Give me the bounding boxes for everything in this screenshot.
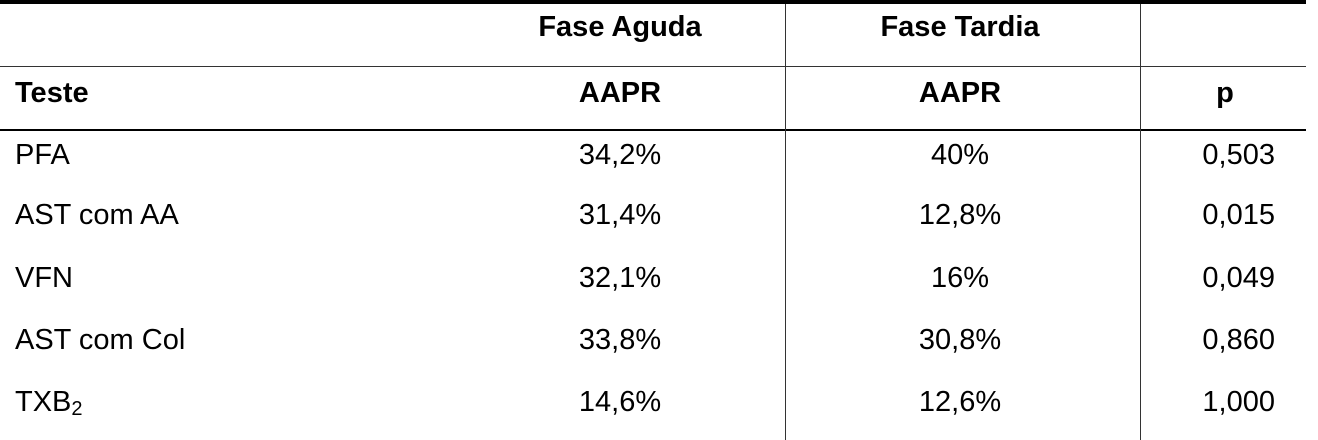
column-header-teste: Teste (15, 77, 89, 109)
cell-aguda: 34,2% (578, 139, 662, 171)
cell-tardia: 12,6% (918, 386, 1002, 418)
cell-tardia: 40% (930, 139, 990, 171)
cell-p: 0,015 (1202, 199, 1275, 231)
cell-aguda: 31,4% (578, 199, 662, 231)
column-divider-2 (1140, 4, 1141, 440)
cell-teste-text: TXB (15, 386, 72, 418)
cell-aguda: 32,1% (578, 262, 662, 294)
cell-aguda: 33,8% (578, 324, 662, 356)
cell-teste: PFA (15, 139, 70, 171)
column-divider-1 (785, 4, 786, 440)
cell-tardia: 30,8% (918, 324, 1002, 356)
cell-p: 1,000 (1202, 386, 1275, 418)
cell-teste (15, 385, 83, 419)
cell-tardia: 12,8% (918, 199, 1002, 231)
cell-p: 0,503 (1202, 139, 1275, 171)
cell-p: 0,049 (1202, 262, 1275, 294)
column-header-aapr-tardia: AAPR (918, 77, 1002, 109)
cell-teste: VFN (15, 262, 73, 294)
group-header-rule (0, 66, 1306, 67)
cell-teste: AST com Col (15, 324, 186, 356)
cell-teste: AST com AA (15, 199, 179, 231)
header-rule (0, 129, 1306, 131)
cell-p: 0,860 (1202, 324, 1275, 356)
column-header-p: p (1216, 77, 1234, 109)
group-header-fase-aguda: Fase Aguda (538, 11, 702, 43)
cell-tardia: 16% (930, 262, 990, 294)
cell-teste-subscript: 2 (71, 398, 83, 420)
top-rule (0, 0, 1306, 4)
group-header-fase-tardia: Fase Tardia (880, 11, 1040, 43)
column-header-aapr-aguda: AAPR (578, 77, 662, 109)
cell-aguda: 14,6% (578, 386, 662, 418)
